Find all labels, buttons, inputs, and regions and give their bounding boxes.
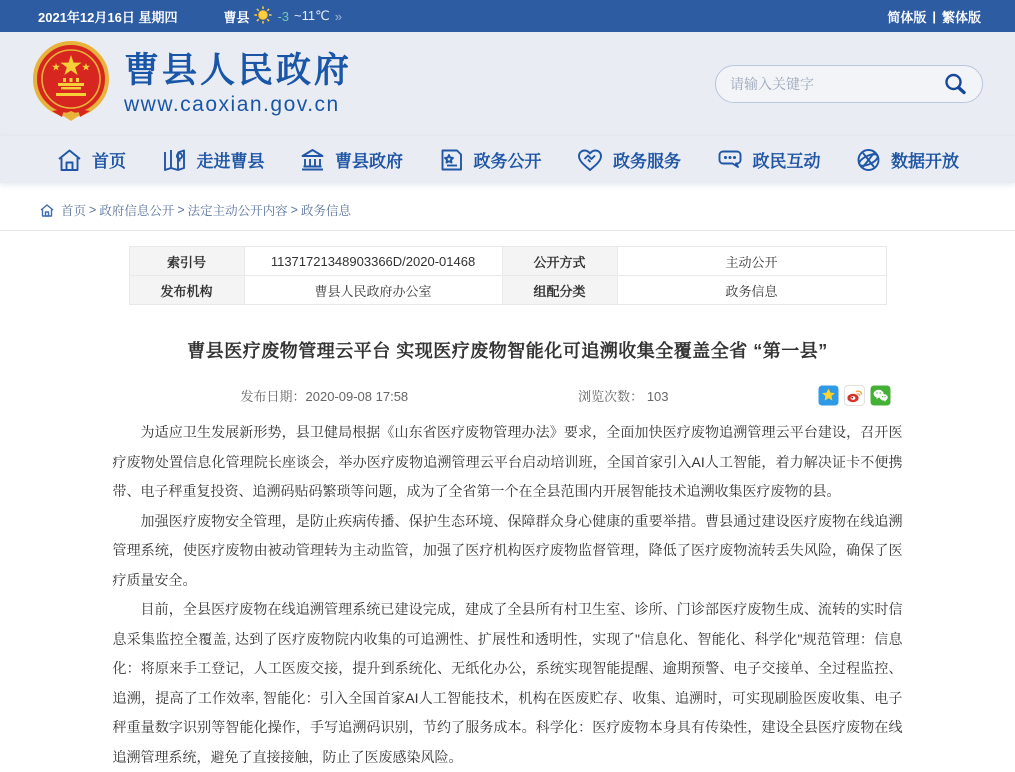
weather-widget xyxy=(223,6,342,27)
index-number-label: 索引号 xyxy=(129,247,244,276)
article xyxy=(113,337,903,772)
table-row xyxy=(129,247,886,276)
weather-more-arrow[interactable]: » xyxy=(334,8,342,24)
site-title-block xyxy=(124,51,352,117)
nav-item-home[interactable] xyxy=(56,147,126,173)
weibo-icon[interactable] xyxy=(844,385,865,406)
nav-label: 走进曹县 xyxy=(196,152,265,171)
breadcrumb-separator: > xyxy=(290,203,298,217)
article-meta-row xyxy=(113,385,903,406)
article-paragraph: 为适应卫生发展新形势，县卫健局根据《山东省医疗废物管理办法》要求，全面加快医疗废物追溯管理云平台建设，召开医疗废物处置信息化管理院长座谈会，举办医疗废物追溯管理云平台启动培训班，全国首家引入AI人工智能，着力解决证卡不便携带、电子秤重复投资、追溯码贴码繁琐等问题，成为了全省第一个在全县范围内开展智能技术追溯收集医疗废物的县。 xyxy=(112,424,903,499)
breadcrumb-separator: > xyxy=(177,203,185,217)
publish-date xyxy=(241,386,409,405)
document-meta-section xyxy=(129,246,887,305)
category-value: 政务信息 xyxy=(617,276,886,305)
nav-item-open-data[interactable] xyxy=(855,147,959,173)
nav-label: 曹县政府 xyxy=(335,152,403,171)
traditional-chinese-link[interactable]: 繁体版 xyxy=(941,9,981,25)
search-button[interactable] xyxy=(942,71,968,97)
sun-icon xyxy=(254,6,272,27)
issuing-agency-label: 发布机构 xyxy=(129,276,244,305)
chat-bubbles-icon xyxy=(716,147,744,173)
article-title: 曹县医疗废物管理云平台 实现医疗废物智能化可追溯收集全覆盖全省 “第一县” xyxy=(187,341,828,361)
nav-label: 政务公开 xyxy=(473,152,542,171)
top-bar xyxy=(0,0,1015,32)
temperature-low: -3 xyxy=(277,8,290,24)
main-navigation xyxy=(0,136,1015,183)
weather-city: 曹县 xyxy=(223,9,250,25)
nav-label: 政务服务 xyxy=(613,152,681,171)
simplified-chinese-link[interactable]: 简体版 xyxy=(887,9,927,25)
national-emblem-logo xyxy=(32,41,110,127)
site-url: www.caoxian.gov.cn xyxy=(124,93,340,117)
current-date: 2021年12月16日 星期四 xyxy=(38,9,178,25)
view-count-label: 浏览次数： xyxy=(578,389,644,404)
table-row xyxy=(129,276,886,305)
nav-item-gov-disclosure[interactable] xyxy=(438,147,542,173)
nav-label: 政民互动 xyxy=(752,152,821,171)
breadcrumb-item-info-disclosure[interactable]: 政府信息公开 xyxy=(99,204,175,218)
nav-item-public-interaction[interactable] xyxy=(716,147,821,173)
search-box xyxy=(715,65,983,103)
disclosure-method-value: 主动公开 xyxy=(617,247,886,276)
view-count xyxy=(578,386,668,405)
article-paragraph: 加强医疗废物安全管理，是防止疾病传播、保护生态环境、保障群众身心健康的重要举措。曹县通过建设医疗废物在线追溯管理系统，使医疗废物由被动管理转为主动监管，加强了医疗机构医疗废物监督管理，降低了医疗废物流转丢失风险，确保了医疗质量安全。 xyxy=(112,512,903,588)
search-input[interactable] xyxy=(730,76,942,92)
government-building-icon xyxy=(299,147,326,173)
search-icon xyxy=(942,85,968,100)
site-name: 曹县人民政府 xyxy=(124,50,353,90)
category-label: 组配分类 xyxy=(502,276,617,305)
nav-label: 数据开放 xyxy=(891,152,959,171)
publish-date-label: 发布日期： xyxy=(240,389,306,404)
nav-item-about-caoxian[interactable] xyxy=(161,147,265,173)
nav-item-gov-services[interactable] xyxy=(576,147,681,173)
document-info-table xyxy=(129,246,887,305)
qzone-icon[interactable] xyxy=(818,385,839,406)
language-switcher xyxy=(887,7,981,26)
breadcrumb-item-current: 政务信息 xyxy=(300,204,351,218)
document-star-icon xyxy=(438,147,465,173)
breadcrumb-item-home[interactable]: 首页 xyxy=(61,204,87,218)
breadcrumb-home-icon xyxy=(40,204,54,217)
article-body xyxy=(113,418,903,772)
nav-item-government[interactable] xyxy=(299,147,403,173)
issuing-agency-value: 曹县人民政府办公室 xyxy=(244,276,502,305)
globe-icon xyxy=(855,147,882,173)
disclosure-method-label: 公开方式 xyxy=(502,247,617,276)
breadcrumb-separator: > xyxy=(89,203,97,217)
publish-date-value: 2020-09-08 17:58 xyxy=(305,389,409,404)
site-header xyxy=(0,32,1015,136)
article-paragraph: 目前，全县医疗废物在线追溯管理系统已建设完成，建成了全县所有村卫生室、诊所、门诊部医疗废物生成、流转的实时信息采集监控全覆盖, 达到了医疗废物院内收集的可追溯性、扩展性和透明性，实现了"信息化、智能化、科学化"规范管理：信息化：将原来手工登记，人工医废交接，提升到系统化、无纸化办公，系统实现智能提醒、逾期预警、电子交接单、全过程监控、追溯，提高了工作效率, 智能化：引入全国首家AI人工智能技术，机构在医废贮存、收集、追溯时，可实现刷脸医废收集、电子秤重量数字识别等智能化操作，手写追溯码识别，节约了服务成本。科学化：医疗废物本身具有传染性，建设全县医疗废物在线追溯管理系统，避免了直接接触，防止了医废感染风险。 xyxy=(112,601,903,765)
temperature-high: ~11℃ xyxy=(294,8,330,23)
wechat-icon[interactable] xyxy=(870,385,891,406)
breadcrumb-item-statutory-content[interactable]: 法定主动公开内容 xyxy=(187,204,288,218)
share-buttons xyxy=(818,385,891,406)
breadcrumb xyxy=(0,183,1015,231)
nav-label: 首页 xyxy=(92,152,126,171)
handshake-icon xyxy=(576,147,604,173)
home-icon xyxy=(56,147,83,173)
language-divider: | xyxy=(932,8,936,24)
view-count-value: 103 xyxy=(646,389,669,404)
index-number-value: 11371721348903366D/2020-01468 xyxy=(244,247,502,276)
map-icon xyxy=(161,147,188,173)
